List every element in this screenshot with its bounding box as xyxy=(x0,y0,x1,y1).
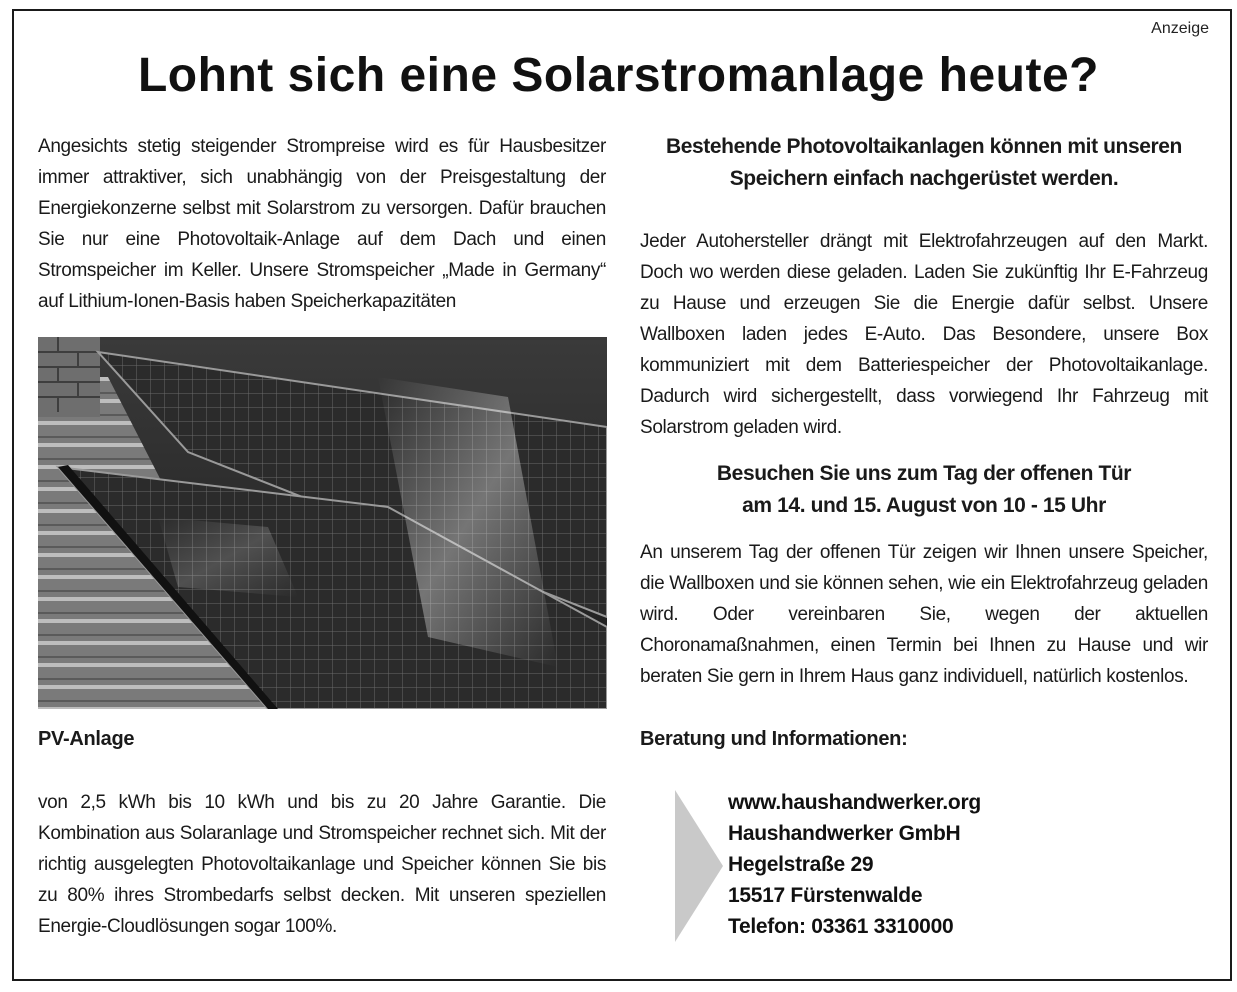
contact-heading: Beratung und Informationen: xyxy=(640,728,908,750)
contact-company: Haushandwerker GmbH xyxy=(728,822,961,845)
ad-label: Anzeige xyxy=(1151,20,1209,37)
continuation-paragraph: von 2,5 kWh bis 10 kWh und bis zu 20 Jahre Garantie. Die Kombination aus Solaranlage und Stromspeicher rechnet sich. Mit der richtig ausgelegten Photovoltaikanlage und Speicher können Sie bis zu 80% ihres Strombedarfs selbst decken. Mit unseren speziellen Energie-Cloudlösungen sogar 100%. xyxy=(38,792,606,937)
chevron-right-icon xyxy=(675,790,723,942)
open-day-line-1: Besuchen Sie uns zum Tag der offenen Tür xyxy=(716,462,1132,485)
open-day-line-2: am 14. und 15. August von 10 - 15 Uhr xyxy=(742,494,1106,517)
photo-caption: PV-Anlage xyxy=(38,728,135,750)
contact-phone[interactable]: Telefon: 03361 3310000 xyxy=(728,915,954,938)
retrofit-subheading: Bestehende Photovoltaikanlagen können mit unseren Speichern einfach nachgerüstet werden. xyxy=(665,135,1182,190)
contact-block xyxy=(728,787,981,942)
intro-paragraph: Angesichts stetig steigender Strompreise wird es für Hausbesitzer immer attraktiver, sich unabhängig von der Preisgestaltung der Energiekonzerne selbst mit Solarstrom zu versorgen. Dafür brauchen Sie nur eine Photovoltaik-Anlage auf dem Dach und einen Stromspeicher im Keller. Unsere Stromspeicher „Made in Germany“ auf Lithium-Ionen-Basis haben Speicherkapazitäten xyxy=(38,136,606,312)
contact-street: Hegelstraße 29 xyxy=(728,853,874,876)
contact-website[interactable]: www.haushandwerker.org xyxy=(728,791,981,814)
headline: Lohnt sich eine Solarstromanlage heute? xyxy=(137,49,1099,102)
open-day-paragraph: An unserem Tag der offenen Tür zeigen wir Ihnen unsere Speicher, die Wallboxen und sie können sehen, wie ein Elektrofahrzeug geladen wird. Oder vereinbaren Sie, wegen der aktuellen Choronamaßnahmen, einen Termin bei Ihnen zu Hause und wir beraten Sie gern in Ihrem Haus ganz individuell, natürlich kostenlos. xyxy=(640,542,1208,687)
open-day-subheading xyxy=(640,458,1208,522)
wallbox-paragraph: Jeder Autohersteller drängt mit Elektrofahrzeugen auf den Markt. Doch wo werden diese geladen. Laden Sie zukünftig Ihr E-Fahrzeug zu Hause und erzeugen Sie die Energie dafür selbst. Unsere Wallboxen laden jedes E-Auto. Das Besondere, unsere Box kommuniziert mit dem Batteriespeicher der Photovoltaikanlage. Dadurch wird sichergestellt, dass vorwiegend Ihr Fahrzeug mit Solarstrom geladen wird. xyxy=(640,231,1208,438)
solar-panel-photo xyxy=(38,337,607,709)
contact-city: 15517 Fürstenwalde xyxy=(728,884,923,907)
